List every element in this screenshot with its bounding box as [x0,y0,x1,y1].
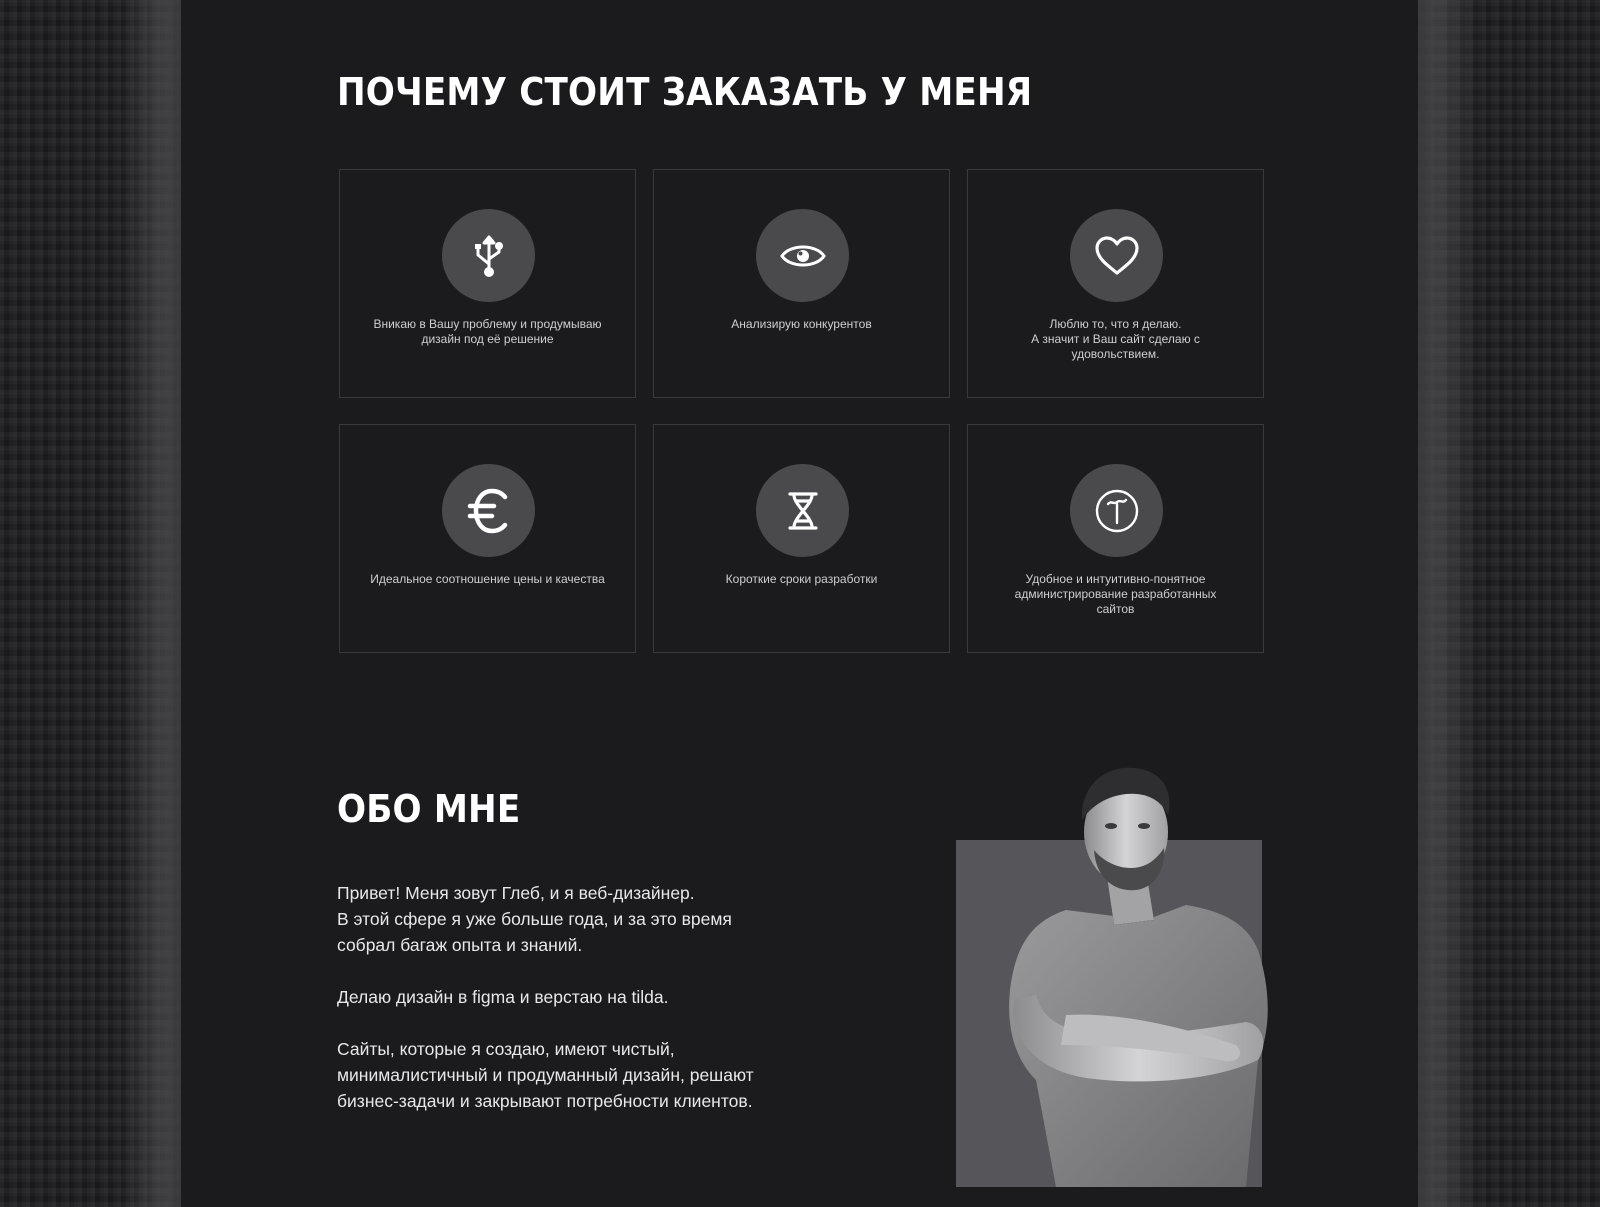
feature-card-problem [339,169,636,398]
feature-card-text: Удобное и интуитивно-понятное администрирование разработанных сайтов [1014,572,1217,616]
usb-icon [442,209,535,302]
left-texture-edge [120,0,182,1207]
feature-card-speed [653,424,950,653]
feature-card-price [339,424,636,653]
dna-icon [756,464,849,557]
tilda-logo-icon [1070,464,1163,557]
heart-icon [1070,209,1163,302]
feature-card-love [967,169,1264,398]
about-paragraph: Сайты, которые я создаю, имеют чистый, минималистичный и продуманный дизайн, решают бизнес-задачи и закрывают потребности клиентов. [337,1039,754,1111]
why-section-title: ПОЧЕМУ СТОИТ ЗАКАЗАТЬ У МЕНЯ [337,70,1033,114]
about-paragraph: Делаю дизайн в figma и верстаю на tilda. [337,987,669,1007]
feature-card-admin [967,424,1264,653]
about-text [337,880,857,1140]
feature-card-text: Идеальное соотношение цены и качества [370,572,605,586]
about-paragraph: Привет! Меня зовут Глеб, и я веб-дизайнер. В этой сфере я уже больше года, и за это время собрал багаж опыта и знаний. [337,883,732,955]
page-container [181,0,1418,1207]
right-texture-edge [1418,0,1480,1207]
about-section-title: ОБО МНЕ [337,787,521,831]
feature-card-text: Вникаю в Вашу проблему и продумываю дизайн под её решение [373,317,602,346]
feature-card-text: Люблю то, что я делаю. А значит и Ваш сайт сделаю с удовольствием. [1031,317,1200,361]
feature-card-text: Короткие сроки разработки [725,572,878,586]
euro-icon [442,464,535,557]
feature-card-text: Анализирую конкурентов [731,317,872,331]
portrait-photo [996,760,1276,1187]
feature-card-competitors [653,169,950,398]
eye-icon [756,209,849,302]
